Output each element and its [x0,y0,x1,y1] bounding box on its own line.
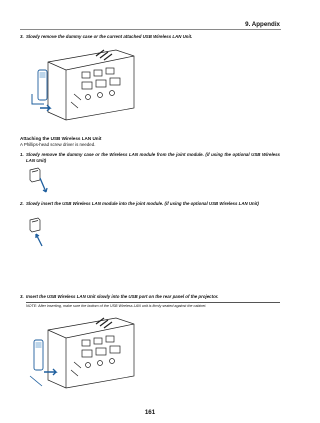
step-text: Slowly remove the dummy case or the Wireless LAN module from the joint module. (if using the optional USB Wireless LAN Unit) [26,152,280,163]
step-text: Slowly remove the dummy case or the current attached USB Wireless LAN Unit. [26,34,193,39]
header-rule [20,29,281,30]
step-remove-dummy [20,152,280,163]
step-insert-module [20,201,280,207]
step-number: 2. [20,201,24,206]
step-number: 1. [20,152,24,157]
remove-module-illustration [26,166,50,196]
insert-unit-illustration [26,310,136,392]
step-remove-unit [20,34,280,40]
remove-unit-illustration [26,42,136,122]
section-header-title: 9. Appendix [245,21,280,28]
step-insert-usb [20,294,280,300]
step-number: 3. [20,294,24,299]
step-number: 3. [20,34,24,39]
page-number: 161 [144,409,156,416]
step-text: Slowly insert the USB Wireless LAN module into the joint module. (if using the optional USB Wireless LAN Unit) [26,201,259,206]
attach-section-title: Attaching the USB Wireless LAN Unit [20,136,102,141]
insert-module-illustration [26,216,50,248]
note-text: NOTE: After inserting, make sure the bottom of the USB Wireless LAN unit is firmly seated against the cabinet. [26,302,280,308]
attach-section-body: A Phillips-head screw driver is needed. [20,142,96,147]
step-text: Insert the USB Wireless LAN Unit slowly into the USB port on the rear panel of the projector. [26,294,219,299]
